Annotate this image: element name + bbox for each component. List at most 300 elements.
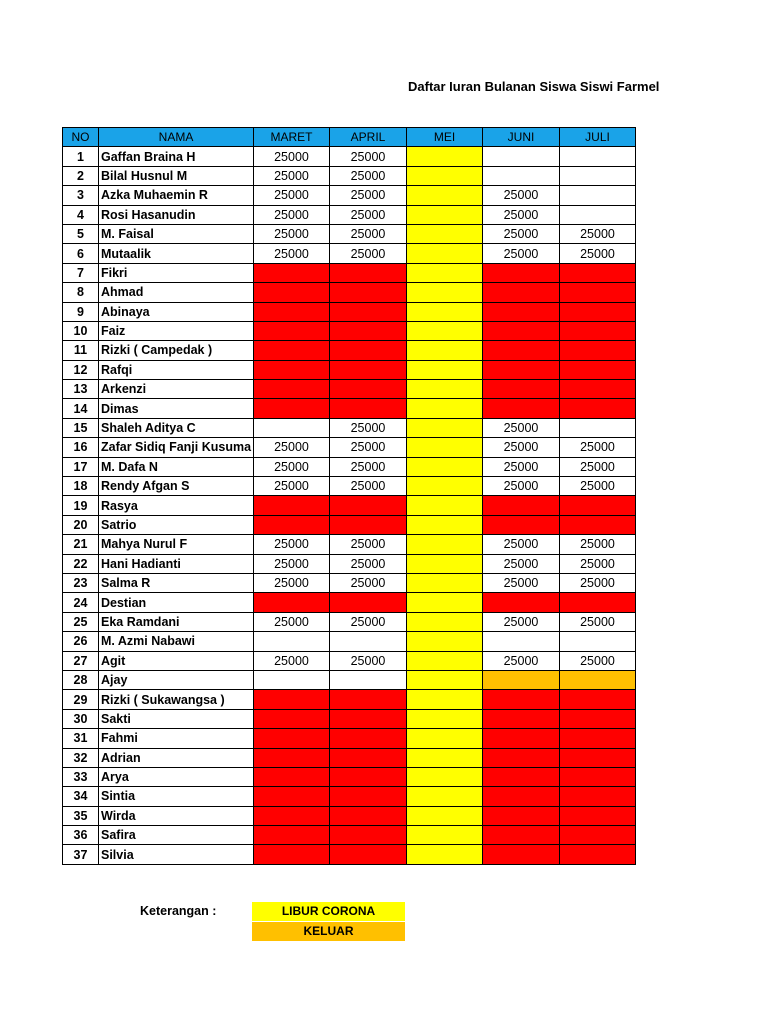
cell-maret: 25000 bbox=[254, 186, 330, 205]
cell-no: 25 bbox=[63, 612, 99, 631]
cell-nama: Abinaya bbox=[99, 302, 254, 321]
cell-no: 7 bbox=[63, 263, 99, 282]
cell-mei bbox=[407, 573, 483, 592]
cell-mei bbox=[407, 632, 483, 651]
cell-maret bbox=[254, 263, 330, 282]
cell-juni bbox=[483, 748, 560, 767]
cell-nama: Mutaalik bbox=[99, 244, 254, 263]
cell-juli: 25000 bbox=[560, 438, 636, 457]
cell-nama: Rendy Afgan S bbox=[99, 477, 254, 496]
cell-mei bbox=[407, 651, 483, 670]
cell-juni bbox=[483, 826, 560, 845]
legend-keluar: KELUAR bbox=[252, 922, 405, 941]
cell-mei bbox=[407, 186, 483, 205]
table-row bbox=[63, 612, 636, 631]
cell-nama: Rizki ( Campedak ) bbox=[99, 341, 254, 360]
cell-april: 25000 bbox=[330, 438, 407, 457]
cell-juni: 25000 bbox=[483, 612, 560, 631]
table-row bbox=[63, 535, 636, 554]
cell-april bbox=[330, 399, 407, 418]
cell-juni bbox=[483, 302, 560, 321]
cell-april: 25000 bbox=[330, 573, 407, 592]
cell-nama: M. Azmi Nabawi bbox=[99, 632, 254, 651]
table-row bbox=[63, 651, 636, 670]
cell-maret: 25000 bbox=[254, 651, 330, 670]
cell-maret: 25000 bbox=[254, 205, 330, 224]
cell-juli bbox=[560, 690, 636, 709]
cell-juni: 25000 bbox=[483, 224, 560, 243]
table-row bbox=[63, 845, 636, 864]
cell-juni bbox=[483, 593, 560, 612]
cell-juni: 25000 bbox=[483, 438, 560, 457]
cell-maret bbox=[254, 729, 330, 748]
cell-nama: Rafqi bbox=[99, 360, 254, 379]
cell-mei bbox=[407, 147, 483, 166]
table-row bbox=[63, 263, 636, 282]
cell-maret: 25000 bbox=[254, 573, 330, 592]
cell-juli bbox=[560, 729, 636, 748]
header-maret: MARET bbox=[254, 128, 330, 147]
cell-no: 12 bbox=[63, 360, 99, 379]
table-row bbox=[63, 477, 636, 496]
cell-nama: Azka Muhaemin R bbox=[99, 186, 254, 205]
cell-april: 25000 bbox=[330, 554, 407, 573]
cell-nama: Arkenzi bbox=[99, 380, 254, 399]
cell-maret bbox=[254, 496, 330, 515]
header-no: NO bbox=[63, 128, 99, 147]
cell-maret bbox=[254, 360, 330, 379]
cell-mei bbox=[407, 341, 483, 360]
legend-libur-corona: LIBUR CORONA bbox=[252, 902, 405, 921]
cell-maret bbox=[254, 690, 330, 709]
cell-mei bbox=[407, 166, 483, 185]
cell-nama: Adrian bbox=[99, 748, 254, 767]
cell-no: 3 bbox=[63, 186, 99, 205]
cell-maret: 25000 bbox=[254, 457, 330, 476]
cell-maret bbox=[254, 826, 330, 845]
cell-no: 23 bbox=[63, 573, 99, 592]
cell-mei bbox=[407, 535, 483, 554]
cell-nama: Ahmad bbox=[99, 283, 254, 302]
cell-maret: 25000 bbox=[254, 438, 330, 457]
cell-no: 9 bbox=[63, 302, 99, 321]
cell-april bbox=[330, 263, 407, 282]
cell-april bbox=[330, 826, 407, 845]
cell-nama: Shaleh Aditya C bbox=[99, 418, 254, 437]
cell-mei bbox=[407, 244, 483, 263]
cell-april bbox=[330, 496, 407, 515]
cell-juni bbox=[483, 632, 560, 651]
cell-juni: 25000 bbox=[483, 651, 560, 670]
table-row bbox=[63, 438, 636, 457]
cell-no: 26 bbox=[63, 632, 99, 651]
cell-mei bbox=[407, 302, 483, 321]
cell-mei bbox=[407, 283, 483, 302]
cell-nama: Agit bbox=[99, 651, 254, 670]
cell-juni: 25000 bbox=[483, 418, 560, 437]
table-row bbox=[63, 670, 636, 689]
cell-maret bbox=[254, 767, 330, 786]
cell-no: 33 bbox=[63, 767, 99, 786]
table-row bbox=[63, 767, 636, 786]
cell-maret bbox=[254, 399, 330, 418]
cell-nama: Sintia bbox=[99, 787, 254, 806]
cell-juli: 25000 bbox=[560, 457, 636, 476]
cell-nama: M. Dafa N bbox=[99, 457, 254, 476]
cell-juli bbox=[560, 826, 636, 845]
cell-mei bbox=[407, 438, 483, 457]
cell-april: 25000 bbox=[330, 651, 407, 670]
cell-no: 35 bbox=[63, 806, 99, 825]
cell-april: 25000 bbox=[330, 147, 407, 166]
cell-juni bbox=[483, 690, 560, 709]
cell-maret bbox=[254, 632, 330, 651]
table-row bbox=[63, 457, 636, 476]
cell-no: 20 bbox=[63, 515, 99, 534]
cell-maret bbox=[254, 806, 330, 825]
cell-mei bbox=[407, 690, 483, 709]
cell-juni bbox=[483, 360, 560, 379]
cell-mei bbox=[407, 496, 483, 515]
cell-maret bbox=[254, 670, 330, 689]
cell-no: 27 bbox=[63, 651, 99, 670]
cell-april bbox=[330, 593, 407, 612]
cell-no: 32 bbox=[63, 748, 99, 767]
cell-juli bbox=[560, 709, 636, 728]
cell-maret bbox=[254, 593, 330, 612]
cell-april: 25000 bbox=[330, 612, 407, 631]
cell-nama: Mahya Nurul F bbox=[99, 535, 254, 554]
table-row bbox=[63, 709, 636, 728]
cell-april: 25000 bbox=[330, 224, 407, 243]
cell-april bbox=[330, 515, 407, 534]
cell-nama: Rizki ( Sukawangsa ) bbox=[99, 690, 254, 709]
header-juni: JUNI bbox=[483, 128, 560, 147]
cell-maret bbox=[254, 787, 330, 806]
cell-juni: 25000 bbox=[483, 535, 560, 554]
cell-juli bbox=[560, 302, 636, 321]
cell-maret bbox=[254, 845, 330, 864]
cell-no: 15 bbox=[63, 418, 99, 437]
cell-nama: Bilal Husnul M bbox=[99, 166, 254, 185]
cell-mei bbox=[407, 845, 483, 864]
table-row bbox=[63, 224, 636, 243]
cell-juni bbox=[483, 515, 560, 534]
cell-mei bbox=[407, 224, 483, 243]
cell-april bbox=[330, 845, 407, 864]
keterangan-label: Keterangan : bbox=[140, 904, 217, 918]
cell-april bbox=[330, 748, 407, 767]
cell-juni bbox=[483, 321, 560, 340]
cell-maret: 25000 bbox=[254, 535, 330, 554]
cell-april: 25000 bbox=[330, 166, 407, 185]
cell-april bbox=[330, 283, 407, 302]
cell-nama: Dimas bbox=[99, 399, 254, 418]
cell-juli: 25000 bbox=[560, 573, 636, 592]
cell-no: 24 bbox=[63, 593, 99, 612]
table-row bbox=[63, 515, 636, 534]
cell-april bbox=[330, 690, 407, 709]
cell-no: 8 bbox=[63, 283, 99, 302]
cell-juni: 25000 bbox=[483, 477, 560, 496]
table-row bbox=[63, 748, 636, 767]
cell-juni bbox=[483, 380, 560, 399]
table-row bbox=[63, 826, 636, 845]
cell-april bbox=[330, 380, 407, 399]
cell-maret bbox=[254, 418, 330, 437]
cell-no: 17 bbox=[63, 457, 99, 476]
cell-juli bbox=[560, 360, 636, 379]
cell-maret: 25000 bbox=[254, 612, 330, 631]
cell-nama: Wirda bbox=[99, 806, 254, 825]
cell-no: 29 bbox=[63, 690, 99, 709]
cell-juni bbox=[483, 787, 560, 806]
cell-mei bbox=[407, 418, 483, 437]
table-row bbox=[63, 496, 636, 515]
cell-mei bbox=[407, 380, 483, 399]
cell-juli: 25000 bbox=[560, 612, 636, 631]
cell-juni bbox=[483, 341, 560, 360]
page-title: Daftar Iuran Bulanan Siswa Siswi Farmel bbox=[408, 79, 660, 94]
cell-juli bbox=[560, 186, 636, 205]
cell-mei bbox=[407, 709, 483, 728]
cell-juni: 25000 bbox=[483, 244, 560, 263]
cell-april bbox=[330, 302, 407, 321]
cell-mei bbox=[407, 593, 483, 612]
cell-april bbox=[330, 787, 407, 806]
cell-juli bbox=[560, 283, 636, 302]
cell-nama: Zafar Sidiq Fanji Kusuma bbox=[99, 438, 254, 457]
cell-juni bbox=[483, 845, 560, 864]
cell-juli bbox=[560, 321, 636, 340]
cell-mei bbox=[407, 806, 483, 825]
cell-juli bbox=[560, 806, 636, 825]
table-row bbox=[63, 166, 636, 185]
cell-maret: 25000 bbox=[254, 224, 330, 243]
cell-april bbox=[330, 632, 407, 651]
cell-juli bbox=[560, 205, 636, 224]
cell-no: 16 bbox=[63, 438, 99, 457]
cell-no: 14 bbox=[63, 399, 99, 418]
cell-no: 11 bbox=[63, 341, 99, 360]
cell-april: 25000 bbox=[330, 205, 407, 224]
cell-no: 21 bbox=[63, 535, 99, 554]
cell-nama: Arya bbox=[99, 767, 254, 786]
cell-juli bbox=[560, 496, 636, 515]
cell-juli bbox=[560, 632, 636, 651]
table-row bbox=[63, 321, 636, 340]
cell-april bbox=[330, 321, 407, 340]
cell-no: 1 bbox=[63, 147, 99, 166]
table-row bbox=[63, 399, 636, 418]
cell-april bbox=[330, 729, 407, 748]
cell-nama: Satrio bbox=[99, 515, 254, 534]
cell-juli bbox=[560, 263, 636, 282]
cell-juni bbox=[483, 399, 560, 418]
cell-juni: 25000 bbox=[483, 573, 560, 592]
cell-mei bbox=[407, 767, 483, 786]
cell-mei bbox=[407, 477, 483, 496]
cell-juli: 25000 bbox=[560, 477, 636, 496]
cell-juli bbox=[560, 670, 636, 689]
header-row bbox=[63, 128, 636, 147]
cell-mei bbox=[407, 263, 483, 282]
table-row bbox=[63, 806, 636, 825]
cell-april bbox=[330, 360, 407, 379]
cell-juni bbox=[483, 670, 560, 689]
cell-maret: 25000 bbox=[254, 477, 330, 496]
cell-no: 2 bbox=[63, 166, 99, 185]
cell-juli bbox=[560, 845, 636, 864]
table-row bbox=[63, 593, 636, 612]
cell-juli bbox=[560, 767, 636, 786]
table-row bbox=[63, 360, 636, 379]
cell-april: 25000 bbox=[330, 418, 407, 437]
cell-juni: 25000 bbox=[483, 205, 560, 224]
table-row bbox=[63, 302, 636, 321]
cell-juni: 25000 bbox=[483, 186, 560, 205]
cell-no: 28 bbox=[63, 670, 99, 689]
cell-nama: Rasya bbox=[99, 496, 254, 515]
cell-maret bbox=[254, 748, 330, 767]
cell-maret: 25000 bbox=[254, 147, 330, 166]
table-row bbox=[63, 147, 636, 166]
table-row bbox=[63, 205, 636, 224]
cell-nama: Rosi Hasanudin bbox=[99, 205, 254, 224]
cell-no: 18 bbox=[63, 477, 99, 496]
table-row bbox=[63, 690, 636, 709]
cell-nama: Destian bbox=[99, 593, 254, 612]
table-body bbox=[63, 147, 636, 864]
cell-juli bbox=[560, 380, 636, 399]
cell-juli bbox=[560, 399, 636, 418]
cell-no: 4 bbox=[63, 205, 99, 224]
cell-nama: Safira bbox=[99, 826, 254, 845]
cell-maret: 25000 bbox=[254, 166, 330, 185]
cell-juli bbox=[560, 748, 636, 767]
table-row bbox=[63, 380, 636, 399]
cell-juli bbox=[560, 147, 636, 166]
cell-mei bbox=[407, 748, 483, 767]
cell-nama: Hani Hadianti bbox=[99, 554, 254, 573]
cell-no: 34 bbox=[63, 787, 99, 806]
cell-april: 25000 bbox=[330, 457, 407, 476]
cell-april bbox=[330, 767, 407, 786]
cell-juli: 25000 bbox=[560, 224, 636, 243]
cell-juni bbox=[483, 147, 560, 166]
table-row bbox=[63, 729, 636, 748]
cell-mei bbox=[407, 515, 483, 534]
table-row bbox=[63, 186, 636, 205]
cell-juni bbox=[483, 729, 560, 748]
cell-juni bbox=[483, 806, 560, 825]
cell-mei bbox=[407, 787, 483, 806]
cell-nama: Salma R bbox=[99, 573, 254, 592]
cell-no: 36 bbox=[63, 826, 99, 845]
cell-no: 6 bbox=[63, 244, 99, 263]
cell-nama: Faiz bbox=[99, 321, 254, 340]
cell-mei bbox=[407, 321, 483, 340]
cell-april: 25000 bbox=[330, 186, 407, 205]
cell-juli bbox=[560, 418, 636, 437]
cell-juni bbox=[483, 263, 560, 282]
cell-nama: Ajay bbox=[99, 670, 254, 689]
cell-april: 25000 bbox=[330, 477, 407, 496]
cell-no: 31 bbox=[63, 729, 99, 748]
cell-maret: 25000 bbox=[254, 244, 330, 263]
cell-mei bbox=[407, 554, 483, 573]
cell-april: 25000 bbox=[330, 535, 407, 554]
cell-juni bbox=[483, 709, 560, 728]
cell-no: 22 bbox=[63, 554, 99, 573]
cell-maret bbox=[254, 283, 330, 302]
table-row bbox=[63, 418, 636, 437]
cell-juli bbox=[560, 593, 636, 612]
cell-no: 19 bbox=[63, 496, 99, 515]
header-mei: MEI bbox=[407, 128, 483, 147]
table-row bbox=[63, 554, 636, 573]
cell-mei bbox=[407, 399, 483, 418]
cell-juni bbox=[483, 767, 560, 786]
table-row bbox=[63, 632, 636, 651]
cell-no: 5 bbox=[63, 224, 99, 243]
cell-juli: 25000 bbox=[560, 554, 636, 573]
cell-maret: 25000 bbox=[254, 554, 330, 573]
table-row bbox=[63, 787, 636, 806]
cell-juni: 25000 bbox=[483, 457, 560, 476]
cell-nama: Fahmi bbox=[99, 729, 254, 748]
cell-maret bbox=[254, 515, 330, 534]
cell-juli bbox=[560, 515, 636, 534]
table-row bbox=[63, 573, 636, 592]
cell-maret bbox=[254, 380, 330, 399]
cell-april bbox=[330, 806, 407, 825]
cell-april bbox=[330, 341, 407, 360]
cell-mei bbox=[407, 457, 483, 476]
cell-juli: 25000 bbox=[560, 244, 636, 263]
table-row bbox=[63, 341, 636, 360]
cell-juni: 25000 bbox=[483, 554, 560, 573]
cell-nama: M. Faisal bbox=[99, 224, 254, 243]
cell-juli bbox=[560, 787, 636, 806]
header-nama: NAMA bbox=[99, 128, 254, 147]
cell-nama: Silvia bbox=[99, 845, 254, 864]
cell-juli: 25000 bbox=[560, 535, 636, 554]
cell-no: 10 bbox=[63, 321, 99, 340]
cell-nama: Eka Ramdani bbox=[99, 612, 254, 631]
cell-no: 13 bbox=[63, 380, 99, 399]
cell-juni bbox=[483, 166, 560, 185]
cell-juli bbox=[560, 166, 636, 185]
cell-juli: 25000 bbox=[560, 651, 636, 670]
cell-maret bbox=[254, 302, 330, 321]
cell-mei bbox=[407, 360, 483, 379]
cell-mei bbox=[407, 612, 483, 631]
header-april: APRIL bbox=[330, 128, 407, 147]
header-juli: JULI bbox=[560, 128, 636, 147]
cell-maret bbox=[254, 321, 330, 340]
cell-no: 30 bbox=[63, 709, 99, 728]
cell-mei bbox=[407, 729, 483, 748]
cell-maret bbox=[254, 341, 330, 360]
cell-april: 25000 bbox=[330, 244, 407, 263]
table-row bbox=[63, 283, 636, 302]
cell-juli bbox=[560, 341, 636, 360]
cell-maret bbox=[254, 709, 330, 728]
iuran-table bbox=[62, 127, 636, 865]
cell-no: 37 bbox=[63, 845, 99, 864]
cell-nama: Fikri bbox=[99, 263, 254, 282]
